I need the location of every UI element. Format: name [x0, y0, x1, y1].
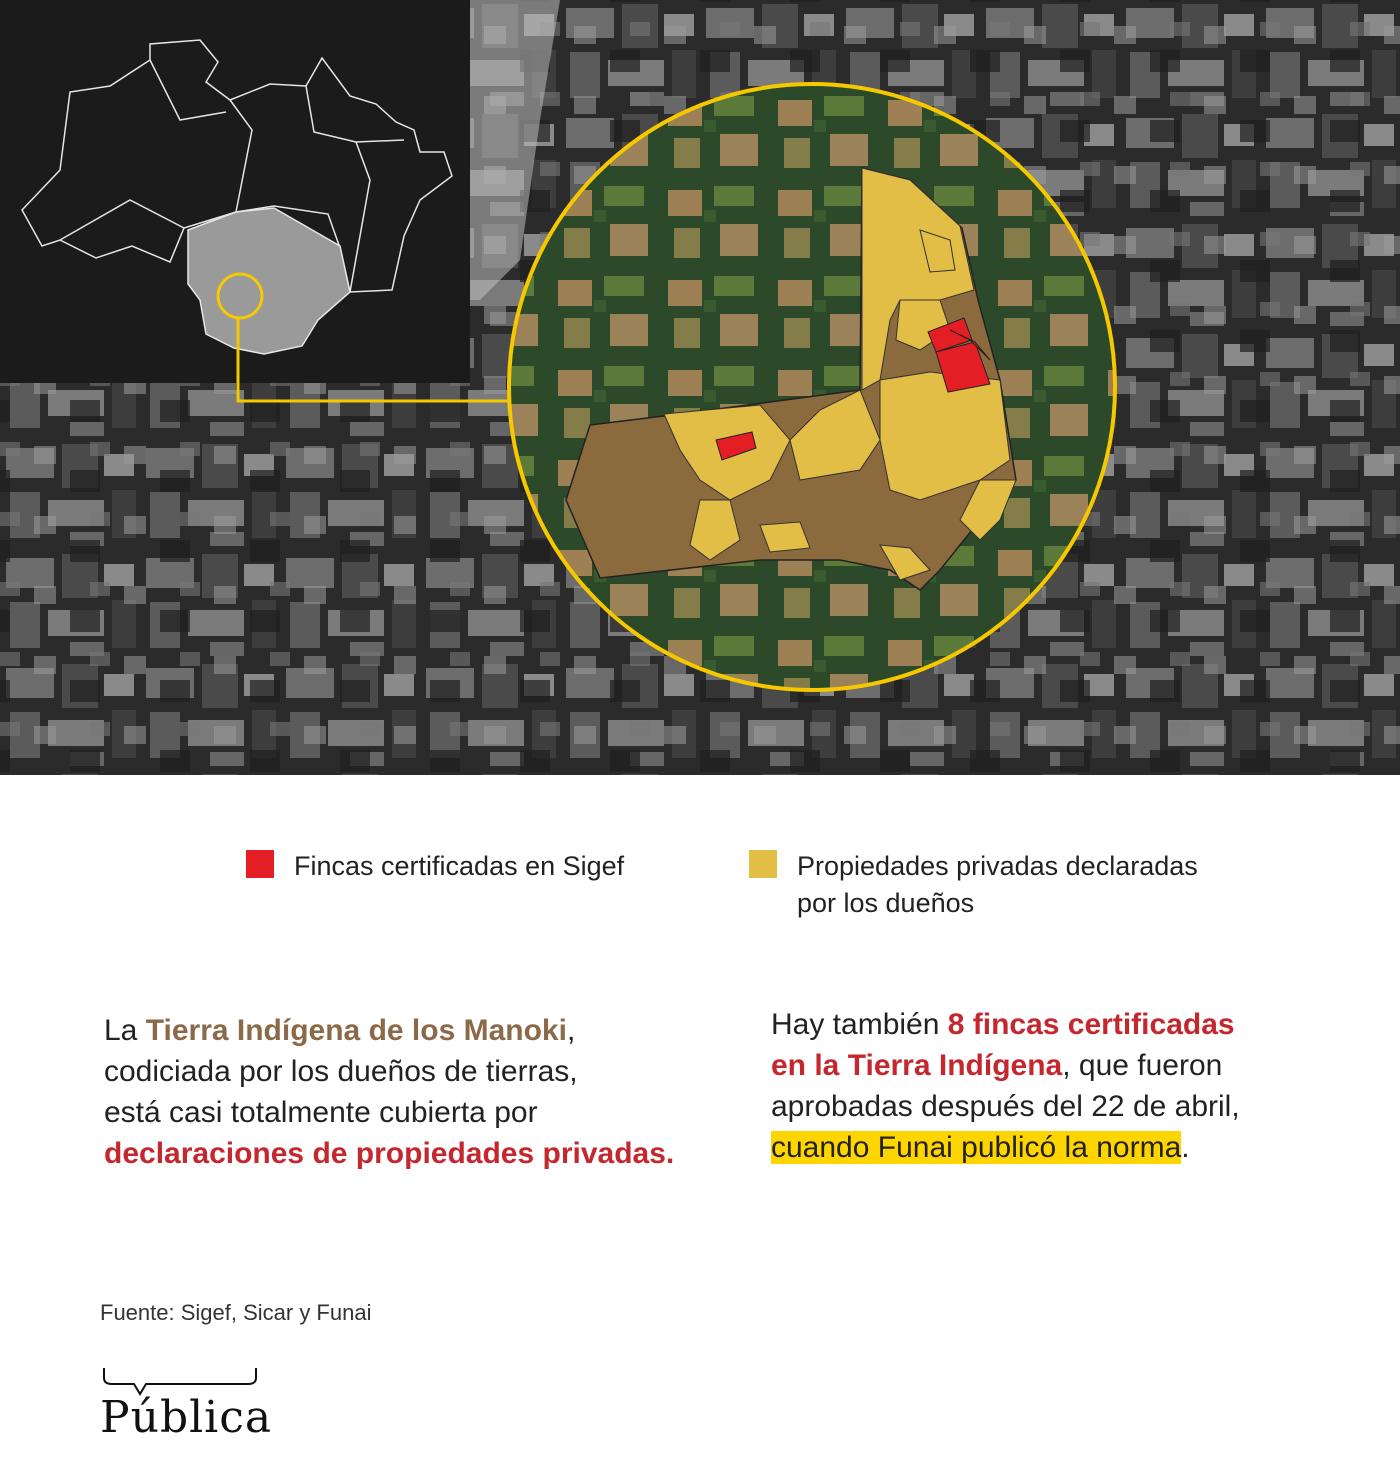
- legend-item-sigef: [246, 848, 624, 885]
- funai-norm-highlight: cuando Funai publicó la norma: [771, 1131, 1182, 1164]
- manoki-land-highlight: Tierra Indígena de los Manoki: [145, 1014, 567, 1047]
- private-declarations-highlight: declaraciones de propiedades privadas.: [104, 1137, 675, 1170]
- legend-label-private-line1: Propiedades privadas declaradas: [797, 851, 1198, 881]
- legend-swatch-red: [246, 850, 274, 878]
- right-paragraph: Hay también 8 fincas certificadas en la Tierra Indígena, que fueron aprobadas después del 22 de abril, cuando Funai publicó la norma.: [771, 1008, 1240, 1164]
- legend-label-private: [797, 848, 1198, 922]
- left-paragraph: La Tierra Indígena de los Manoki, codiciada por los dueños de tierras, está casi totalmente cubierta por declaraciones de propiedades privadas.: [104, 1014, 675, 1170]
- inset-locator-map: [0, 0, 470, 383]
- publica-logo: Pública: [100, 1392, 273, 1443]
- certified-farms-highlight: 8 fincas certificadas: [947, 1008, 1235, 1041]
- legend-label-sigef: Fincas certificadas en Sigef: [294, 851, 625, 881]
- legend-swatch-yellow: [749, 850, 777, 878]
- legend-label-private-line2: por los dueños: [797, 888, 975, 918]
- legend-item-private: [749, 848, 1198, 922]
- source-credit: Fuente: Sigef, Sicar y Funai: [100, 1300, 372, 1325]
